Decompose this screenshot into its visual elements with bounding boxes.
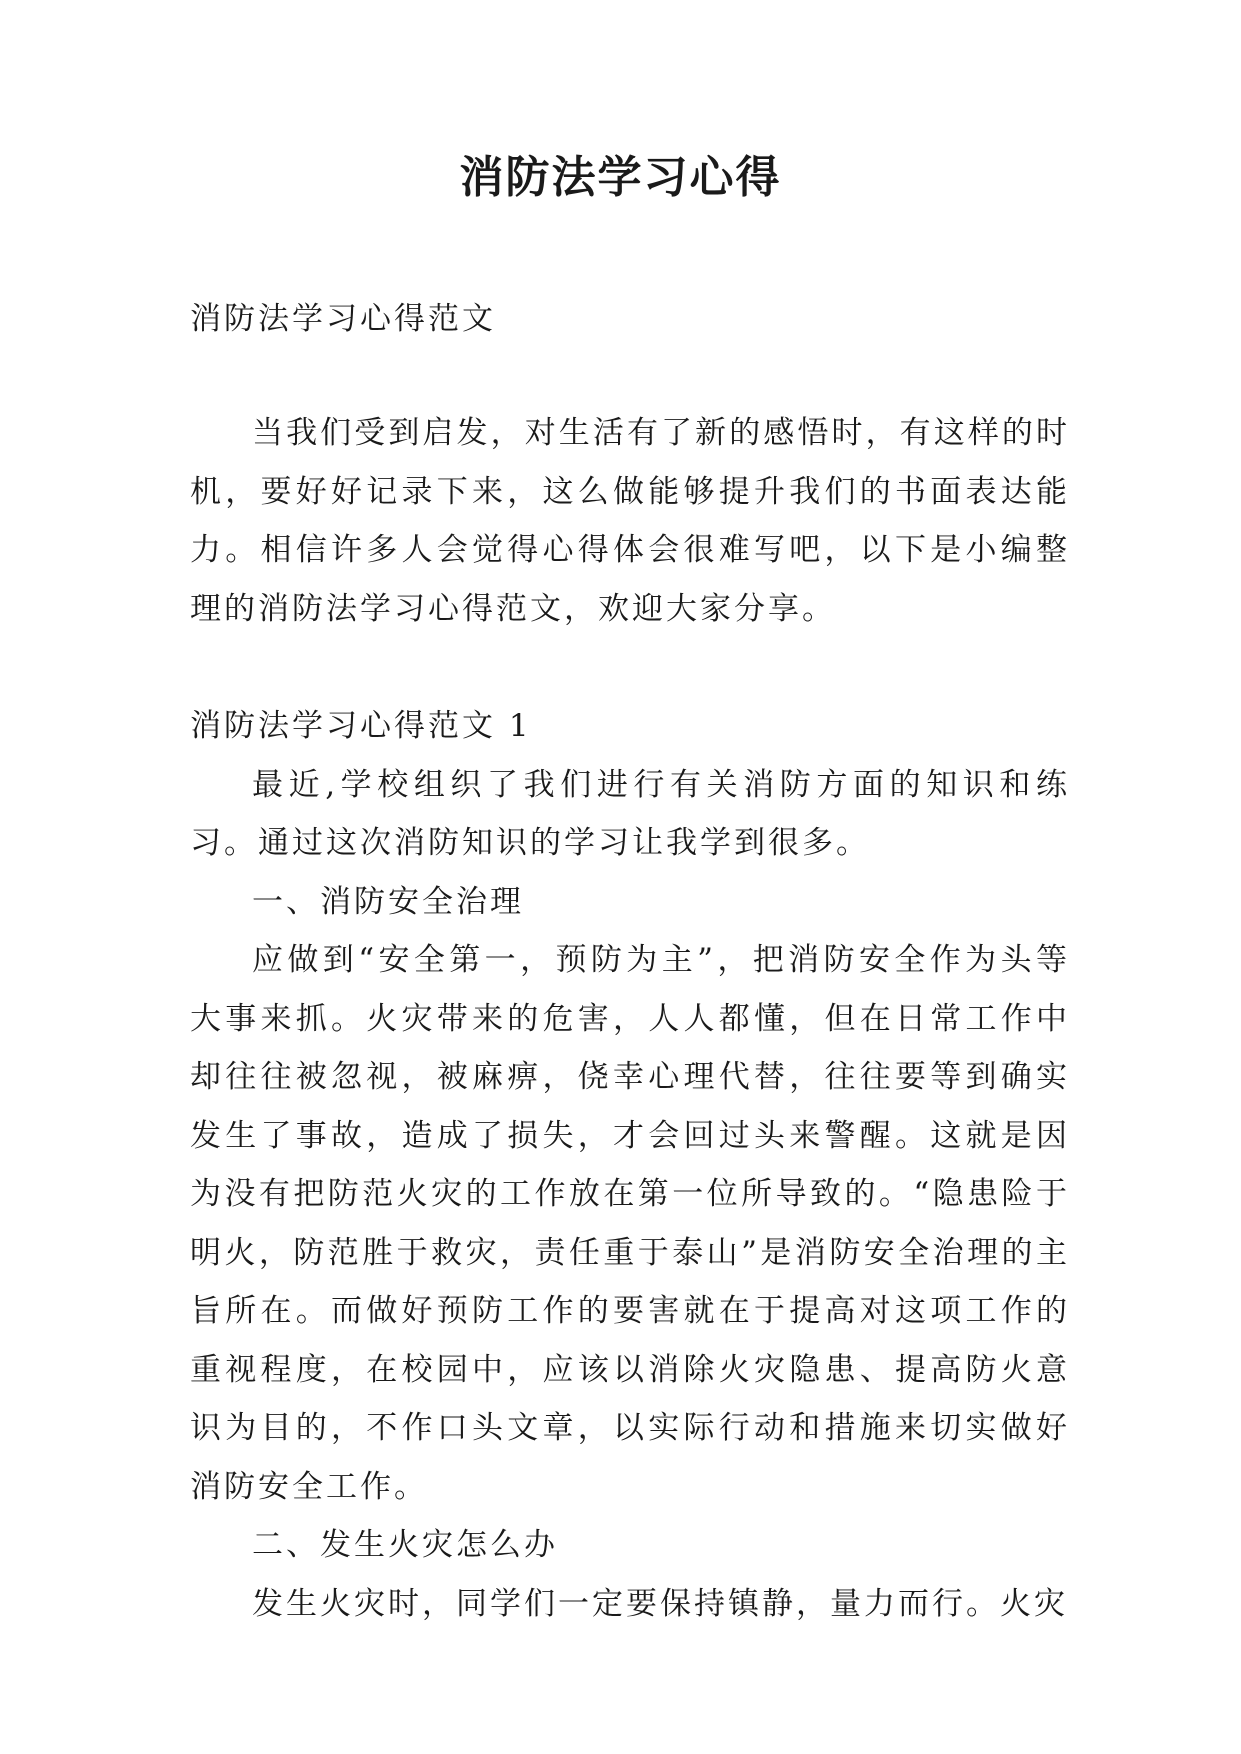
heading-fire-safety-management: 一、消防安全治理	[252, 883, 524, 920]
heading-what-to-do-in-fire: 二、发生火灾怎么办	[252, 1527, 558, 1563]
paragraph-opening: 最近,学校组织了我们进行有关消防方面的知识和练习。通过这次消防知识的学习让我学到很多。	[190, 766, 1070, 861]
document-title: 消防法学习心得	[459, 152, 782, 203]
paragraph-fire-safety-management: 应做到“安全第一，预防为主”，把消防安全作为头等大事来抓。火灾带来的危害，人人都懂，但在日常工作中却往往被忽视，被麻痹，侥幸心理代替，往往要等到确实发生了事故，造成了损失，才会回过头来警醒。这就是因为没有把防范火灾的工作放在第一位所导致的。“隐患险于明火，防范胜于救灾，责任重于泰山”是消防安全治理的主旨所在。而做好预防工作的要害就在于提高对这项工作的重视程度，在校园中，应该以消除火灾隐患、提高防火意识为目的，不作口头文章，以实际行动和措施来切实做好消防安全工作。	[190, 942, 1070, 1505]
intro-block	[190, 404, 1070, 638]
intro-paragraph: 当我们受到启发，对生活有了新的感悟时，有这样的时机，要好好记录下来，这么做能够提升我们的书面表达能力。相信许多人会觉得心得体会很难写吧，以下是小编整理的消防法学习心得范文，欢迎大家分享。	[190, 415, 1070, 627]
document-subtitle: 消防法学习心得范文	[190, 301, 496, 337]
essay-content	[190, 697, 1070, 1633]
paragraph-what-to-do-in-fire: 发生火灾时，同学们一定要保持镇静，量力而行。火灾	[252, 1585, 1068, 1622]
section-title: 消防法学习心得范文 1	[190, 708, 532, 744]
